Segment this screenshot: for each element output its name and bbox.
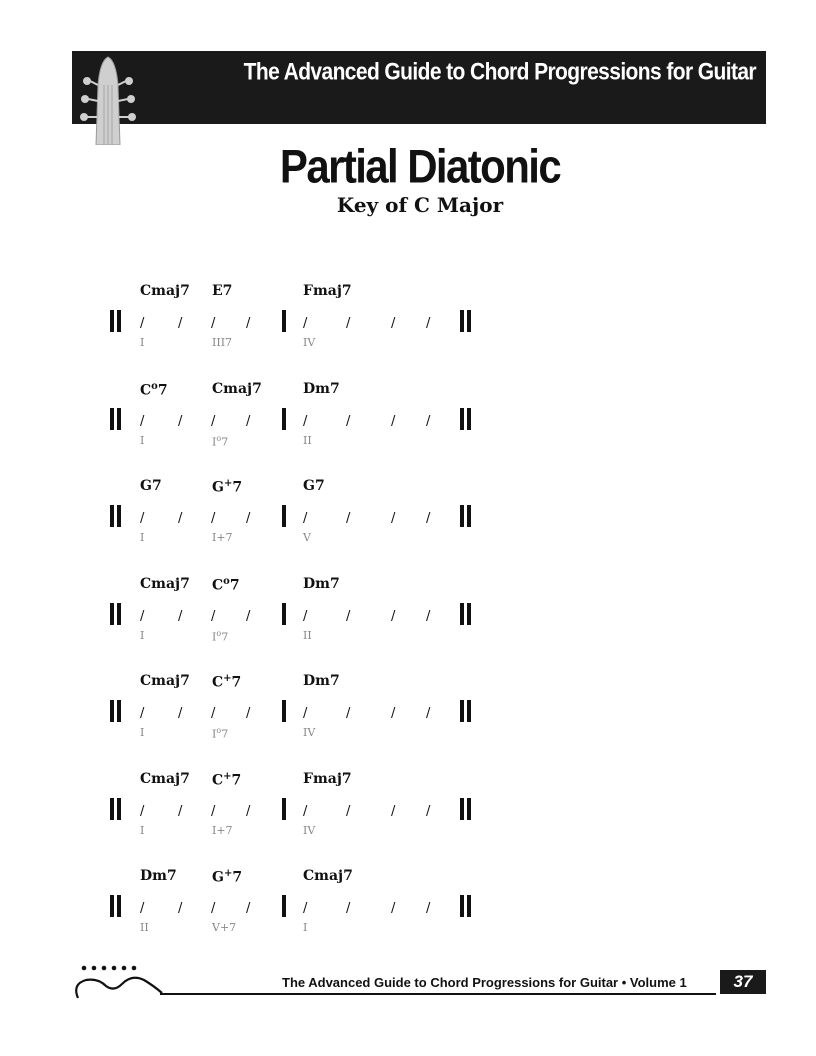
beat-slash: /	[178, 413, 183, 429]
roman-numeral	[140, 629, 144, 642]
roman-numeral	[140, 336, 144, 349]
beat-slash: /	[303, 608, 308, 624]
roman-numeral-root: I	[140, 336, 145, 349]
chord-symbol	[140, 283, 190, 299]
beat-slash: /	[303, 511, 308, 526]
beat-slash: /	[246, 316, 251, 331]
chord-symbol-quality: o	[151, 380, 158, 392]
roman-numeral	[303, 824, 315, 837]
roman-numeral-root: V	[303, 531, 311, 544]
double-barline	[110, 895, 122, 917]
chord-symbol	[303, 771, 352, 787]
end-double-barline	[460, 408, 472, 430]
chord-symbol-quality: +	[223, 478, 233, 489]
roman-numeral	[140, 921, 149, 934]
roman-numeral-root: I	[140, 531, 145, 544]
chord-symbol-extension: 7	[231, 772, 242, 789]
roman-numeral	[140, 434, 144, 447]
roman-numeral-root: II	[303, 433, 312, 447]
roman-numeral	[212, 336, 232, 349]
roman-numeral	[212, 434, 228, 449]
beat-slash: /	[426, 316, 431, 331]
progression-row	[0, 283, 816, 363]
page-number-box	[720, 970, 766, 994]
header-title: The Advanced Guide to Chord Progressions for Guitar	[243, 59, 756, 86]
chord-symbol-quality: +	[223, 770, 232, 782]
roman-numeral	[303, 336, 315, 349]
beat-slash: /	[391, 901, 396, 916]
end-double-barline	[460, 798, 472, 820]
roman-numeral-quality: o	[216, 628, 222, 638]
roman-numeral-root: I	[140, 726, 145, 739]
beat-slash: /	[178, 901, 183, 916]
end-double-barline	[460, 603, 472, 625]
beat-slash: /	[246, 901, 251, 916]
double-barline	[110, 700, 122, 722]
beat-slash: /	[140, 413, 145, 429]
roman-numeral	[303, 629, 312, 642]
beat-slash: /	[178, 608, 183, 624]
beat-slash: /	[426, 413, 431, 429]
beat-slash: /	[346, 608, 351, 624]
chord-symbol	[212, 868, 242, 886]
beat-slash: /	[140, 706, 145, 721]
progression-row	[0, 381, 816, 461]
end-double-barline	[460, 310, 472, 332]
chord-symbol-extension: 7	[231, 674, 242, 691]
roman-numeral	[212, 921, 236, 934]
chord-symbol-root: Fmaj7	[303, 770, 352, 787]
chord-symbol-root: Fmaj7	[303, 283, 352, 299]
roman-numeral-root: I	[212, 630, 217, 644]
page-subtitle: Key of C Major	[336, 193, 504, 217]
chord-symbol	[140, 771, 190, 787]
chord-symbol	[140, 868, 177, 884]
chord-symbol	[303, 381, 340, 397]
roman-numeral-root: II	[303, 628, 312, 642]
progression-row	[0, 673, 816, 753]
roman-numeral-quality: o	[216, 433, 222, 443]
roman-numeral-root: I+7	[212, 531, 233, 544]
beat-slash: /	[346, 413, 351, 429]
progression-row	[0, 868, 816, 948]
roman-numeral	[212, 726, 228, 741]
chord-symbol	[303, 868, 353, 884]
double-barline	[110, 408, 122, 430]
chord-symbol-root: Cmaj7	[140, 673, 190, 689]
chord-symbol	[140, 381, 168, 399]
page-title: Partial Diatonic	[279, 140, 561, 193]
roman-numeral	[212, 824, 233, 837]
beat-slash: /	[303, 413, 308, 429]
beat-slash: /	[391, 608, 396, 624]
roman-numeral-root: I	[140, 628, 145, 642]
chord-symbol	[212, 771, 241, 789]
roman-numeral	[303, 726, 315, 739]
chord-symbol-root: E7	[212, 283, 233, 299]
chord-symbol-root: Dm7	[303, 673, 340, 689]
roman-numeral	[140, 824, 144, 837]
beat-slash: /	[140, 901, 145, 916]
chord-symbol-quality: o	[223, 575, 230, 587]
roman-numeral-root: I	[212, 727, 217, 741]
footer-text: The Advanced Guide to Chord Progressions for Guitar • Volume 1	[282, 975, 687, 990]
end-double-barline	[460, 700, 472, 722]
chord-symbol	[212, 381, 262, 397]
roman-numeral-root: I	[140, 823, 145, 837]
chord-symbol-root: C	[140, 382, 152, 399]
barline	[282, 505, 286, 527]
progression-row	[0, 576, 816, 656]
chord-symbol	[303, 283, 352, 299]
chord-symbol-extension: 7	[232, 479, 243, 496]
roman-numeral	[303, 531, 311, 544]
beat-slash: /	[303, 803, 308, 819]
progression-row	[0, 771, 816, 851]
beat-slash: /	[246, 803, 251, 819]
roman-numeral-root: IV	[303, 336, 316, 349]
beat-slash: /	[246, 706, 251, 721]
beat-slash: /	[140, 511, 145, 526]
chord-symbol-root: G7	[303, 478, 325, 494]
roman-numeral	[303, 921, 307, 934]
chord-symbol-quality: +	[223, 868, 233, 879]
beat-slash: /	[426, 803, 431, 819]
chord-symbol-root: G	[212, 479, 224, 496]
beat-slash: /	[391, 316, 396, 331]
chord-symbol-root: C	[212, 674, 224, 691]
beat-slash: /	[346, 316, 351, 331]
roman-numeral	[212, 629, 228, 644]
beat-slash: /	[178, 803, 183, 819]
barline	[282, 310, 286, 332]
roman-numeral-root: IV	[303, 823, 316, 837]
beat-slash: /	[246, 511, 251, 526]
guitar-body-flourish-icon	[72, 962, 182, 1002]
chord-symbol	[303, 478, 325, 494]
chord-symbol	[140, 478, 162, 494]
chord-symbol-extension: 7	[229, 577, 240, 594]
chord-symbol	[303, 673, 340, 689]
chord-symbol	[212, 576, 240, 594]
progression-row	[0, 478, 816, 558]
end-double-barline	[460, 505, 472, 527]
chord-symbol-root: Dm7	[303, 575, 340, 592]
beat-slash: /	[346, 803, 351, 819]
beat-slash: /	[178, 706, 183, 721]
chord-symbol-root: Dm7	[303, 380, 340, 397]
roman-numeral-extension: 7	[221, 435, 229, 449]
beat-slash: /	[140, 316, 145, 331]
barline	[282, 700, 286, 722]
double-barline	[110, 505, 122, 527]
chord-symbol-root: Cmaj7	[140, 283, 190, 299]
chord-symbol-root: Cmaj7	[303, 868, 353, 884]
beat-slash: /	[211, 413, 216, 429]
roman-numeral-root: I	[303, 921, 308, 934]
roman-numeral-root: II	[140, 921, 149, 934]
roman-numeral-root: I	[140, 433, 145, 447]
roman-numeral-root: IV	[303, 726, 316, 739]
roman-numeral-quality: o	[216, 726, 222, 735]
beat-slash: /	[391, 803, 396, 819]
roman-numeral	[303, 434, 312, 447]
roman-numeral-root: I+7	[212, 823, 233, 837]
chord-symbol	[212, 673, 241, 691]
chord-symbol-root: G	[212, 869, 224, 886]
beat-slash: /	[211, 608, 216, 624]
double-barline	[110, 603, 122, 625]
footer-rule	[160, 993, 716, 995]
beat-slash: /	[211, 803, 216, 819]
roman-numeral	[140, 531, 144, 544]
beat-slash: /	[303, 901, 308, 916]
chord-symbol-root: Cmaj7	[212, 380, 262, 397]
chord-symbol-root: Cmaj7	[140, 575, 190, 592]
end-double-barline	[460, 895, 472, 917]
roman-numeral-root: III7	[212, 336, 233, 349]
guitar-headstock-icon	[76, 55, 140, 145]
beat-slash: /	[391, 706, 396, 721]
beat-slash: /	[303, 316, 308, 331]
beat-slash: /	[346, 511, 351, 526]
header-band	[72, 51, 766, 124]
beat-slash: /	[140, 608, 145, 624]
beat-slash: /	[211, 316, 216, 331]
beat-slash: /	[211, 901, 216, 916]
chord-symbol-root: C	[212, 772, 224, 789]
chord-symbol-root: Cmaj7	[140, 770, 190, 787]
page-number: 37	[733, 972, 753, 991]
chord-symbol-root: C	[212, 577, 224, 594]
chord-symbol-quality: +	[223, 673, 232, 684]
beat-slash: /	[391, 511, 396, 526]
chord-symbol	[212, 478, 242, 496]
chord-symbol-extension: 7	[232, 869, 243, 886]
beat-slash: /	[426, 608, 431, 624]
chord-symbol-extension: 7	[157, 382, 168, 399]
beat-slash: /	[426, 511, 431, 526]
roman-numeral	[140, 726, 144, 739]
roman-numeral-extension: 7	[221, 727, 229, 741]
beat-slash: /	[211, 706, 216, 721]
barline	[282, 798, 286, 820]
beat-slash: /	[303, 706, 308, 721]
double-barline	[110, 798, 122, 820]
beat-slash: /	[211, 511, 216, 526]
beat-slash: /	[346, 706, 351, 721]
barline	[282, 603, 286, 625]
chord-symbol	[140, 673, 190, 689]
beat-slash: /	[346, 901, 351, 916]
beat-slash: /	[391, 413, 396, 429]
beat-slash: /	[426, 901, 431, 916]
roman-numeral	[212, 531, 233, 544]
roman-numeral-root: V+7	[212, 921, 237, 934]
double-barline	[110, 310, 122, 332]
beat-slash: /	[178, 316, 183, 331]
chord-symbol-root: G7	[140, 478, 162, 494]
chord-symbol	[303, 576, 340, 592]
beat-slash: /	[426, 706, 431, 721]
beat-slash: /	[140, 803, 145, 819]
barline	[282, 895, 286, 917]
roman-numeral-extension: 7	[221, 630, 229, 644]
beat-slash: /	[178, 511, 183, 526]
roman-numeral-root: I	[212, 435, 217, 449]
barline	[282, 408, 286, 430]
beat-slash: /	[246, 608, 251, 624]
chord-symbol	[140, 576, 190, 592]
beat-slash: /	[246, 413, 251, 429]
chord-symbol	[212, 283, 232, 299]
chord-symbol-root: Dm7	[140, 868, 177, 884]
